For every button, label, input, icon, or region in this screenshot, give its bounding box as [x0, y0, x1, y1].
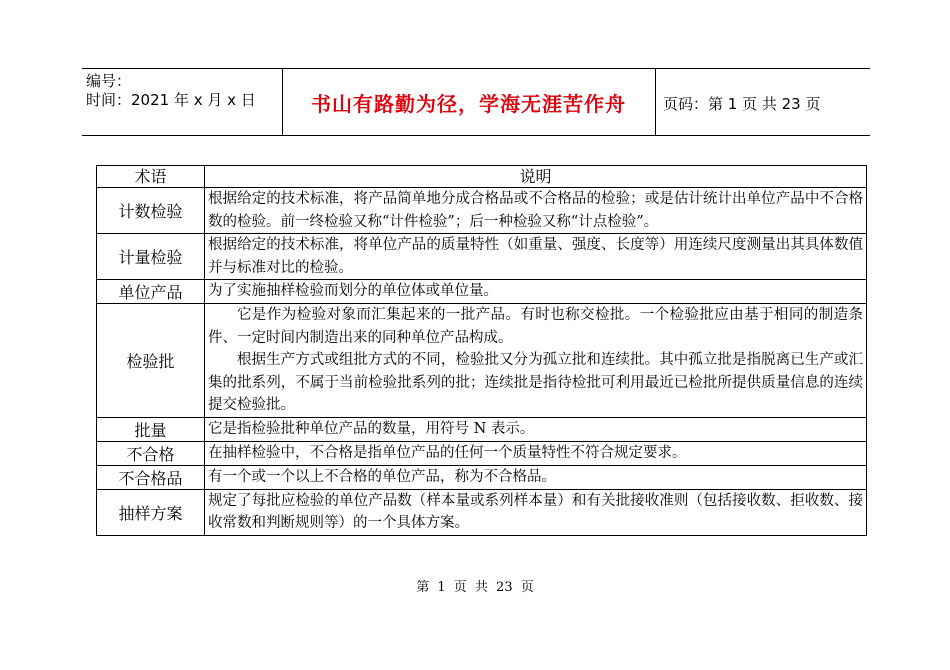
description-cell — [205, 304, 867, 418]
description-cell — [205, 441, 867, 465]
description-cell — [205, 417, 867, 441]
description-cell — [205, 465, 867, 489]
table-row — [97, 234, 867, 280]
description-cell — [205, 188, 867, 234]
description-text: 根据给定的技术标准，将单位产品的质量特性（如重量、强度、长度等）用连续尺度测量出其具体数值并与标准对比的检验。 — [208, 237, 863, 276]
page-footer: 第 1 页 共 23 页 — [416, 580, 534, 595]
table-row — [97, 465, 867, 489]
table-row — [97, 280, 867, 304]
description-text: 为了实施抽样检验而划分的单位体或单位量。 — [208, 283, 498, 300]
header-top-rule — [82, 68, 870, 69]
table-row — [97, 188, 867, 234]
column-header-description: 说明 — [205, 166, 867, 188]
term-cell: 单位产品 — [97, 280, 205, 304]
header-page-code: 页码：第 1 页 共 23 页 — [663, 95, 821, 113]
description-text: 根据给定的技术标准，将产品简单地分成合格品或不合格品的检验；或是估计统计出单位产品中不合格数的检验。前一终检验又称“计件检验”；后一种检验又称“计点检验”。 — [208, 191, 863, 230]
terms-table — [96, 165, 867, 536]
table-row — [97, 417, 867, 441]
description-cell — [205, 489, 867, 535]
document-number-label: 编号： — [86, 72, 132, 90]
header-bottom-rule — [82, 135, 870, 136]
table-header-row — [97, 166, 867, 188]
description-text: 它是指检验批种单位产品的数量，用符号 N 表示。 — [208, 420, 535, 437]
table-row — [97, 304, 867, 418]
header-motto: 书山有路勤为径，学海无涯苦作舟 — [311, 92, 626, 116]
description-paragraph: 它是作为检验对象而汇集起来的一批产品。有时也称交检批。一个检验批应由基于相同的制造条件、一定时间内制造出来的同种单位产品构成。 — [208, 307, 863, 346]
column-header-term: 术语 — [97, 166, 205, 188]
term-cell: 批量 — [97, 417, 205, 441]
description-text: 规定了每批应检验的单位产品数（样本量或系列样本量）和有关批接收准则（包括接收数、拒收数、接收常数和判断规则等）的一个具体方案。 — [208, 492, 863, 531]
term-cell: 计数检验 — [97, 188, 205, 234]
description-cell — [205, 280, 867, 304]
table-row — [97, 441, 867, 465]
term-cell: 抽样方案 — [97, 489, 205, 535]
description-text: 在抽样检验中，不合格是指单位产品的任何一个质量特性不符合规定要求。 — [208, 444, 687, 461]
term-cell: 计量检验 — [97, 234, 205, 280]
term-cell: 不合格品 — [97, 465, 205, 489]
term-cell: 不合格 — [97, 441, 205, 465]
description-paragraph: 根据生产方式或组批方式的不同，检验批又分为孤立批和连续批。其中孤立批是指脱离已生产或汇集的批系列，不属于当前检验批系列的批；连续批是指待检批可利用最近已检批所提供质量信息的连续提交检验批。 — [208, 352, 863, 413]
term-cell: 检验批 — [97, 304, 205, 418]
table-row — [97, 489, 867, 535]
description-text: 有一个或一个以上不合格的单位产品，称为不合格品。 — [208, 468, 556, 485]
description-cell — [205, 234, 867, 280]
document-date: 时间：2021 年 x 月 x 日 — [86, 91, 256, 109]
header-divider-right — [655, 68, 656, 135]
